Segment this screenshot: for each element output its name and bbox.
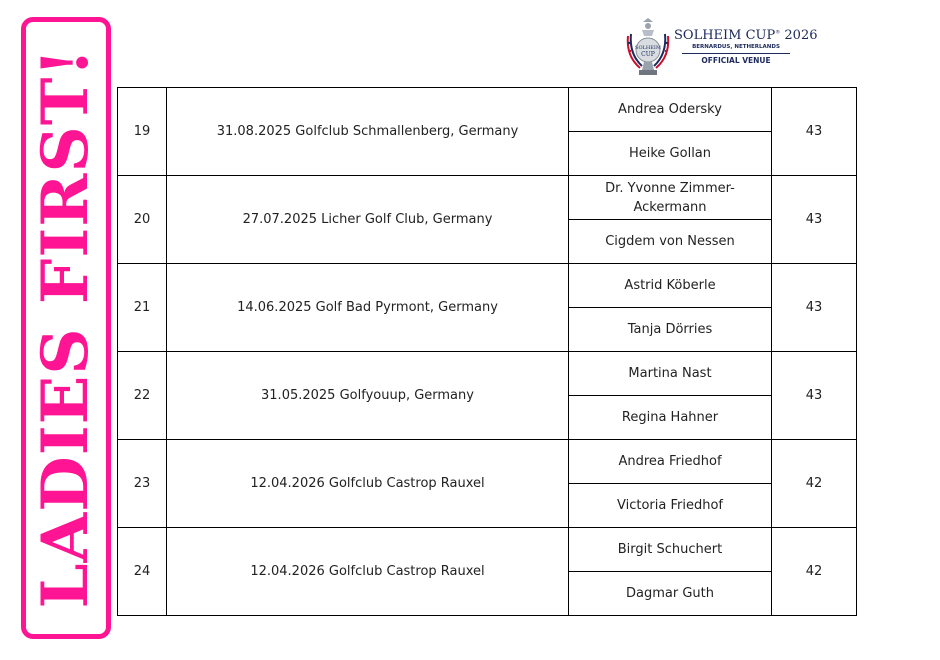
event-cell: 31.05.2025 Golfyouup, Germany (167, 352, 569, 440)
trophy-text-top: SOLHEIM (635, 45, 661, 51)
event-cell: 12.04.2026 Golfclub Castrop Rauxel (167, 528, 569, 616)
score-cell: 43 (772, 176, 857, 264)
logo-divider (682, 53, 790, 54)
event-cell: 31.08.2025 Golfclub Schmallenberg, Germany (167, 88, 569, 176)
table-row (118, 264, 857, 308)
player-cell: Dr. Yvonne Zimmer-Ackermann (569, 176, 772, 220)
table-row (118, 528, 857, 572)
score-cell: 42 (772, 528, 857, 616)
player-cell: Regina Hahner (569, 396, 772, 440)
event-cell: 14.06.2025 Golf Bad Pyrmont, Germany (167, 264, 569, 352)
score-cell: 43 (772, 264, 857, 352)
table-row (118, 176, 857, 220)
event-cell: 27.07.2025 Licher Golf Club, Germany (167, 176, 569, 264)
trophy-text-bottom: CUP (641, 51, 655, 58)
player-cell: Tanja Dörries (569, 308, 772, 352)
player-cell: Cigdem von Nessen (569, 220, 772, 264)
logo-venue-label: OFFICIAL VENUE (701, 56, 771, 65)
results-table (117, 87, 857, 616)
results-table-body (118, 88, 857, 616)
player-cell: Birgit Schuchert (569, 528, 772, 572)
trophy-icon (622, 16, 674, 80)
rank-cell: 21 (118, 264, 167, 352)
logo-text-block (674, 28, 818, 65)
rank-cell: 22 (118, 352, 167, 440)
player-cell: Astrid Köberle (569, 264, 772, 308)
rank-cell: 20 (118, 176, 167, 264)
player-cell: Heike Gollan (569, 132, 772, 176)
table-row (118, 352, 857, 396)
event-cell: 12.04.2026 Golfclub Castrop Rauxel (167, 440, 569, 528)
player-cell: Martina Nast (569, 352, 772, 396)
logo-title: SOLHEIM CUP® 2026 (674, 28, 818, 43)
score-cell: 43 (772, 88, 857, 176)
player-cell: Victoria Friedhof (569, 484, 772, 528)
table-row (118, 440, 857, 484)
logo-title-year: 2026 (784, 28, 818, 43)
player-cell: Andrea Friedhof (569, 440, 772, 484)
rank-cell: 19 (118, 88, 167, 176)
player-cell: Dagmar Guth (569, 572, 772, 616)
score-cell: 42 (772, 440, 857, 528)
rank-cell: 24 (118, 528, 167, 616)
solheim-cup-logo (622, 16, 818, 80)
logo-title-main: SOLHEIM CUP (674, 28, 776, 43)
table-row (118, 88, 857, 132)
logo-subtitle: BERNARDUS, NETHERLANDS (692, 44, 780, 50)
banner-title: LADIES FIRST! (28, 47, 103, 609)
score-cell: 43 (772, 352, 857, 440)
ladies-first-banner (21, 17, 111, 639)
rank-cell: 23 (118, 440, 167, 528)
player-cell: Andrea Odersky (569, 88, 772, 132)
